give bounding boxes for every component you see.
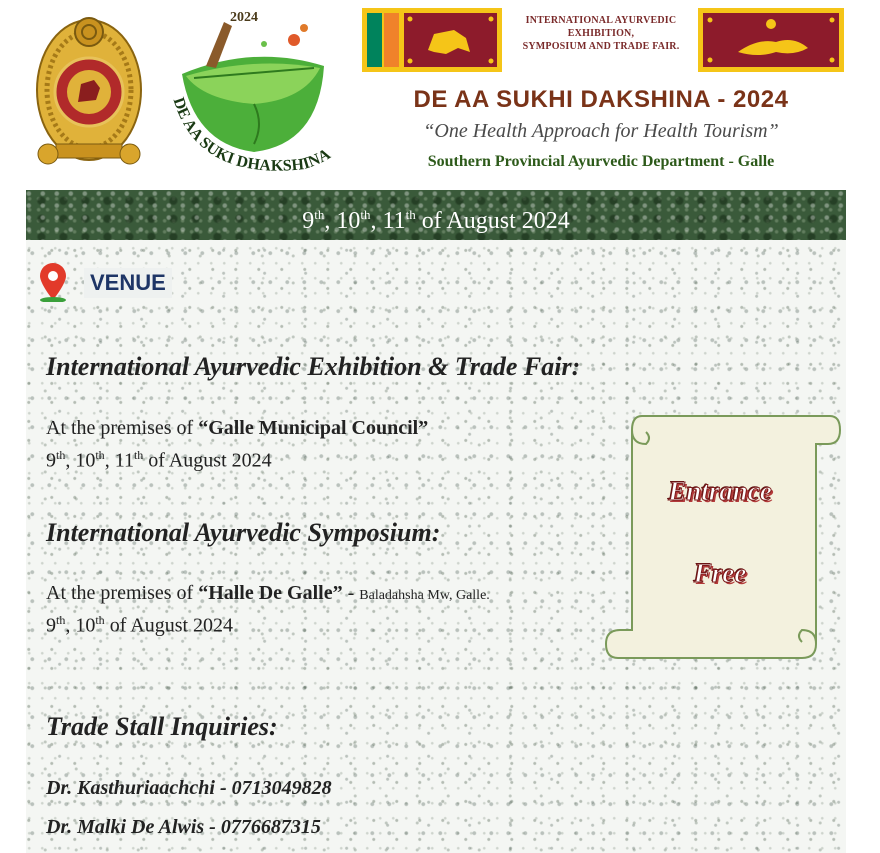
sri-lanka-flag-left-icon [362,8,502,72]
banner-suffix-2: th [360,207,371,222]
exhibition-heading: International Ayurvedic Exhibition & Trade Fair: [46,352,581,381]
page-title: DE AA SUKHI DAKSHINA - 2024 [413,86,789,113]
symposium-location-sep: - [342,582,360,604]
banner-day-2: 10 [336,208,361,234]
symposium-day-2: 10 [75,614,96,637]
department-name: Southern Provincial Ayurvedic Department - Galle [427,153,775,170]
banner-suffix-1: th [314,207,325,222]
exhibition-dates [46,448,272,473]
banner-suffix-3: th [405,207,416,222]
banner-sep-2: , [370,208,383,234]
symposium-dates [46,613,233,638]
symposium-day-1: 9 [46,614,56,637]
svg-text:DE AA SUKI DHAKSHINA [170,95,334,174]
header [26,0,846,190]
contact-2: Dr. Malki De Alwis - 0776687315 [46,816,321,838]
entrance-text: Entrance [668,476,772,506]
logo-name-arc [154,4,354,190]
logo-name-text: DE AA SUKI DHAKSHINA [169,95,334,175]
tagline: “One Health Approach for Health Tourism” [423,120,779,142]
banner-month-year: of August 2024 [415,208,570,234]
national-emblem-icon [26,4,152,180]
symposium-suffix-1: th [56,613,66,627]
contact-1: Dr. Kasthuriaachchi - 0713049828 [46,777,332,799]
exhibition-suffix-3: th [133,448,144,462]
venue-label: VENUE [84,268,172,298]
symposium-heading: International Ayurvedic Symposium: [46,518,441,547]
symposium-month-year: of August 2024 [104,614,234,637]
symposium-sep-1: , [65,614,76,637]
free-text: Free [693,558,747,588]
symposium-premises-name: “Halle De Galle” [198,582,343,604]
exhibition-suffix-1: th [56,448,66,462]
exhibition-premises-prefix: At the premises of [46,417,199,439]
event-caption-line-2: EXHIBITION, [567,28,635,39]
exhibition-sep-1: , [65,449,76,472]
symposium-premises [46,582,490,605]
symposium-premises-prefix: At the premises of [46,582,199,604]
exhibition-premises [46,417,428,440]
exhibition-month-year: of August 2024 [143,449,272,472]
exhibition-suffix-2: th [95,448,105,462]
location-pin-icon [38,262,68,302]
event-logo [154,4,354,190]
dates-banner [26,190,846,240]
exhibition-sep-2: , [104,449,115,472]
banner-day-3: 11 [382,208,406,234]
banner-day-1: 9 [302,208,315,234]
banner-sep-1: , [324,208,337,234]
flyer [26,0,846,853]
logo-year: 2024 [230,10,258,25]
scroll-icon [602,412,842,662]
exhibition-premises-name: “Galle Municipal Council” [198,417,429,439]
exhibition-day-1: 9 [46,449,56,472]
exhibition-day-2: 10 [75,449,96,472]
event-caption-line-1: INTERNATIONAL AYURVEDIC [525,15,677,26]
entrance-free-scroll [602,412,842,662]
exhibition-day-3: 11 [114,449,134,472]
southern-province-flag-icon [698,8,844,72]
trade-stall-heading: Trade Stall Inquiries: [46,712,278,741]
symposium-location-address: Baladahsha Mw, Galle. [359,588,490,603]
symposium-suffix-2: th [95,613,105,627]
event-caption-line-3: SYMPOSIUM AND TRADE FAIR. [522,41,680,52]
event-caption [506,14,696,53]
